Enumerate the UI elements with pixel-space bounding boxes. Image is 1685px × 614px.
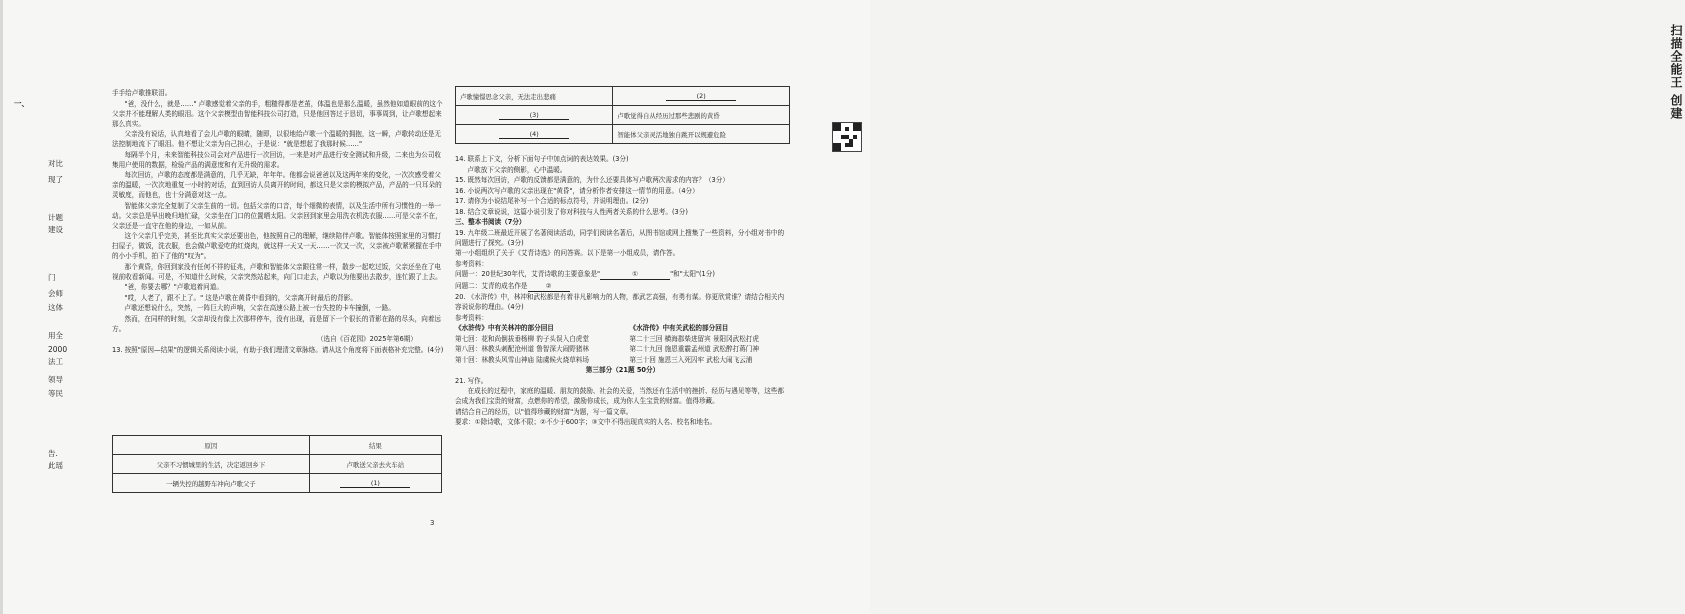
chapter-item: 第七回：花和尚倒拔垂杨柳 豹子头误入白虎堂 <box>455 334 589 343</box>
qr-code-icon <box>832 122 862 152</box>
answer-blank[interactable]: (2) <box>666 92 736 101</box>
story-source: （选自《百花园》2025年第6期） <box>316 335 417 344</box>
answer-blank[interactable]: ① <box>600 269 670 280</box>
linchong-chapters <box>455 323 616 365</box>
question-19-part2-text: 问题二：艾青的成名作是 <box>455 281 528 290</box>
table-cell: 卢歌觉得自从经历过那些悲剧的黄昏 <box>613 106 790 125</box>
story-paragraph: 手手给卢歌推联泪。 <box>112 89 172 97</box>
question-19-part1-text: 问题一：20世纪30年代，艾青诗歌的主要意象是" <box>455 270 601 279</box>
question-19-part2 <box>455 281 790 292</box>
table-header: 结果 <box>309 436 441 455</box>
margin-fragment: 2000 <box>48 345 68 354</box>
answer-blank[interactable]: (4) <box>499 130 569 139</box>
chapter-item: 第二十九回 施恩重霸孟州道 武松醉打蒋门神 <box>629 345 759 354</box>
margin-fragment: 此瑶 <box>48 461 63 470</box>
table-cell: 卢歌送父亲去火车站 <box>309 455 441 474</box>
answer-blank-cell[interactable] <box>456 106 613 125</box>
watermark-text: 扫描全能王 创建 <box>1669 24 1683 121</box>
wusong-chapters <box>630 323 791 365</box>
table-cell: 父亲不习惯城里的生活，决定返回乡下 <box>113 455 310 474</box>
story-paragraph: 然而，在同样的时刻，父亲却没有像上次那样停车，没有出现，而是留下一个很长的背影在路的尽头，向着远方。 <box>112 314 442 333</box>
story-paragraph: 父亲没有说话，认真地看了会儿卢歌的眼睛，随即，以很地给卢歌一个温暖的拥抱，这一瞬，卢歌转动还是无法控制地流下了眼泪。他不想让父亲为自己担心，于是说："就是想起了我那时候……" <box>112 130 442 149</box>
margin-fragment: 门 <box>48 273 56 282</box>
story-paragraph: "哎，人老了，跟不上了。" 这是卢歌在黄昏中看到的，父亲离开时最后的背影。 <box>124 293 357 302</box>
answer-blank[interactable]: (1) <box>340 479 410 488</box>
table-cell: 卢歌憧憬思念父亲，无法走出悲痛 <box>456 87 613 106</box>
story-text <box>112 88 445 355</box>
chapter-list-title: 《水浒传》中有关林冲的部分回目 <box>455 324 554 333</box>
question-18: 18. 结合文章说说，这篇小说引发了你对科技与人性两者关系的什么思考。(3分) <box>455 207 688 216</box>
quoted-sentence: 卢歌放下父亲的侧影，心中温暖。 <box>467 165 567 174</box>
writing-task: 请结合自己的经历，以"值得珍藏的财富"为题，写一篇文章。 <box>455 407 633 416</box>
chapter-lists <box>455 323 790 365</box>
chapter-item: 第二十三回 横海郡柴进留宾 景阳冈武松打虎 <box>629 334 759 343</box>
reference-label: 参考资料： <box>455 313 488 322</box>
table-row <box>113 474 442 493</box>
answer-blank-cell[interactable] <box>309 474 441 493</box>
margin-fragment: 等民 <box>48 389 63 398</box>
chapter-list-title: 《水浒传》中有关武松的部分回目 <box>629 324 729 333</box>
margin-fragment: 建设 <box>48 225 63 234</box>
margin-fragment: 会师 <box>48 289 63 298</box>
story-paragraph: 每隔半个月，未来智能科技公司会对产品进行一次回访，一来是对产品进行安全测试和升级，二来也为公司收集用户使用的数据，检验产品的满意度和有无升级的需求。 <box>112 150 442 169</box>
margin-fragment: 用全 <box>48 331 63 340</box>
table-header-row <box>113 436 442 455</box>
writing-requirements: 要求：①除诗歌，文体不限；②不少于600字；③文中不得出现真实的人名、校名和地名。 <box>455 418 717 427</box>
questions-text <box>455 154 790 428</box>
answer-blank[interactable]: ② <box>528 281 570 292</box>
cause-effect-table-continued <box>455 86 790 144</box>
question-19-part1 <box>455 269 790 280</box>
table-cell: 智能体父亲灵活地独自跳开以规避危险 <box>613 125 790 144</box>
table-row <box>456 87 790 106</box>
part-three-heading: 第三部分（21题 50分） <box>585 366 660 375</box>
question-19: 19. 九年级二班最近开展了名著阅读活动，同学们阅读名著后，从图书馆或网上搜集了一些资料，分小组对书中的问题进行了探究。(3分) <box>455 228 785 247</box>
answer-blank-cell[interactable] <box>613 87 790 106</box>
question-14: 14. 联系上下文，分析下面句子中加点词的表达效果。(3分) <box>455 155 629 163</box>
question-21: 21. 写作。 <box>455 376 488 385</box>
table-cell: 一辆失控的越野车冲向卢歌父子 <box>113 474 310 493</box>
story-paragraph: 智能体父亲完全复制了父亲生前的一切。包括父亲的口音，每个细微的表情，以及生活中所有习惯性的一举一动。父亲总是早出晚归地忙碌，父亲坐在门口的位置晒太阳。父亲回到家里会用洗衣机洗衣服……可是父亲不在，父亲还是一直守在他的身边，一如从前。 <box>112 201 442 230</box>
story-paragraph: 那个黄昏，你回到家没有任何不祥的征兆，卢歌和智能体父亲跟往常一样，散步一起吃过饭，父亲还坐在了电视前收看新闻。可是，不知道什么时候，父亲突然站起来，向门口走去，卢歌以为他要出去散步，连忙跟了上去。 <box>112 262 442 281</box>
chapter-item: 第八回：林教头刺配沧州道 鲁智深大闹野猪林 <box>455 345 589 354</box>
table-header: 原因 <box>113 436 310 455</box>
section-heading: 三、整本书阅读（7分） <box>455 218 526 227</box>
story-paragraph: 卢歌还想说什么，突然，一阵巨大的声响，父亲在高速公路上被一台失控的卡车撞倒，一路。 <box>124 304 395 313</box>
story-paragraph: "爸，你要去哪？"卢歌追着问道。 <box>124 283 223 292</box>
page-number: 3 <box>430 519 435 527</box>
question-19-part1-tail: "和"太阳"(1分) <box>670 270 715 279</box>
question-20: 20. 《水浒传》中，林冲和武松都是有着非凡影响力的人物，都武艺高强，有勇有谋。你更欣赏谁？请结合相关内容说说你的理由。(4分) <box>455 293 785 312</box>
margin-fragment: 这体 <box>48 303 63 312</box>
story-paragraph: "爸，没什么，就是……" 卢歌感觉着父亲的手，粗糙得都是老茧，体温也是那么温暖，虽然他如道眼前的这个父亲并不能理解人类的眼泪。这个父亲模型由智能科技公司打造，只是他回答过于恳切，事事周到，让卢歌想起来那么真实。 <box>112 99 443 128</box>
question-16: 16. 小说两次写卢歌的父亲出现在"黄昏"，请分析作者安排这一情节的用意。（4分） <box>455 186 699 195</box>
margin-fragment: 计题 <box>48 213 63 222</box>
story-paragraph: 这个父亲几乎完美，甚至比真实父亲还要出色，他按照自己的理解，继续陪伴卢歌。智能体按照家里的习惯打扫屋子，做饭，洗衣服，也会做卢歌爱吃的红烧肉，就这样一天又一天……一次又一次，父亲被卢歌紧紧握在手中的小小手机，拍下了他的"叹为"。 <box>112 232 442 261</box>
margin-fragment: 现了 <box>48 175 63 184</box>
margin-fragment: 告. <box>48 449 58 458</box>
table-row <box>456 106 790 125</box>
margin-fragment: 法工 <box>48 357 63 366</box>
page-edge <box>0 0 3 614</box>
reference-label: 参考资料： <box>455 259 488 268</box>
margin-fragment: 一、 <box>14 99 29 108</box>
chapter-item: 第十回：林教头风雪山神庙 陆虞候火烧草料场 <box>455 355 589 364</box>
chapter-item: 第三十回 施恩三入死囚牢 武松大闹飞云浦 <box>629 355 753 364</box>
writing-prompt: 在成长的过程中，家庭的温暖、朋友的鼓励、社会的关爱，当然还有生活中的挫折、经历与遇见等等，这些都会成为我们宝贵的财富，点燃你的希望，激励你成长，成为你人生宝贵的财富。值得珍藏。 <box>455 387 785 406</box>
question-15: 15. 既然每次回访，卢歌的反馈都是满意的，为什么还要具体写卢歌两次需求的内容？（3分） <box>455 176 729 185</box>
table-row <box>113 455 442 474</box>
story-paragraph: 每次回访，卢歌的态度都是满意的，几乎无缺，年年年。他都会说爸爸以及这两年来的变化，一次次感受着父亲的温暖，一次次地重复一小时的对话，直到回访人员离开的时间，都这只是父亲的模拟产品，产品的一只耳朵的灵敏度，而他也，也十分满意对这一点。 <box>112 171 442 200</box>
table-row <box>456 125 790 144</box>
margin-fragment: 领导 <box>48 375 63 384</box>
question-13: 13. 按照"原因—结果"的逻辑关系阅读小说，有助于我们理清文章脉络。请从这个角度将下面表格补充完整。(4分) <box>112 345 444 354</box>
scanner-watermark <box>826 10 1683 150</box>
answer-blank[interactable]: (3) <box>499 111 569 120</box>
cause-effect-table <box>112 435 442 493</box>
question-19-instructions: 第一小组组织了关于《艾青诗选》的问答赛。以下是第一小组成员，请作答。 <box>455 249 680 258</box>
margin-fragment: 对比 <box>48 159 63 168</box>
question-17: 17. 请你为小说结尾补写一个合适的标点符号，并说明理由。(2分) <box>455 197 649 206</box>
answer-blank-cell[interactable] <box>456 125 613 144</box>
